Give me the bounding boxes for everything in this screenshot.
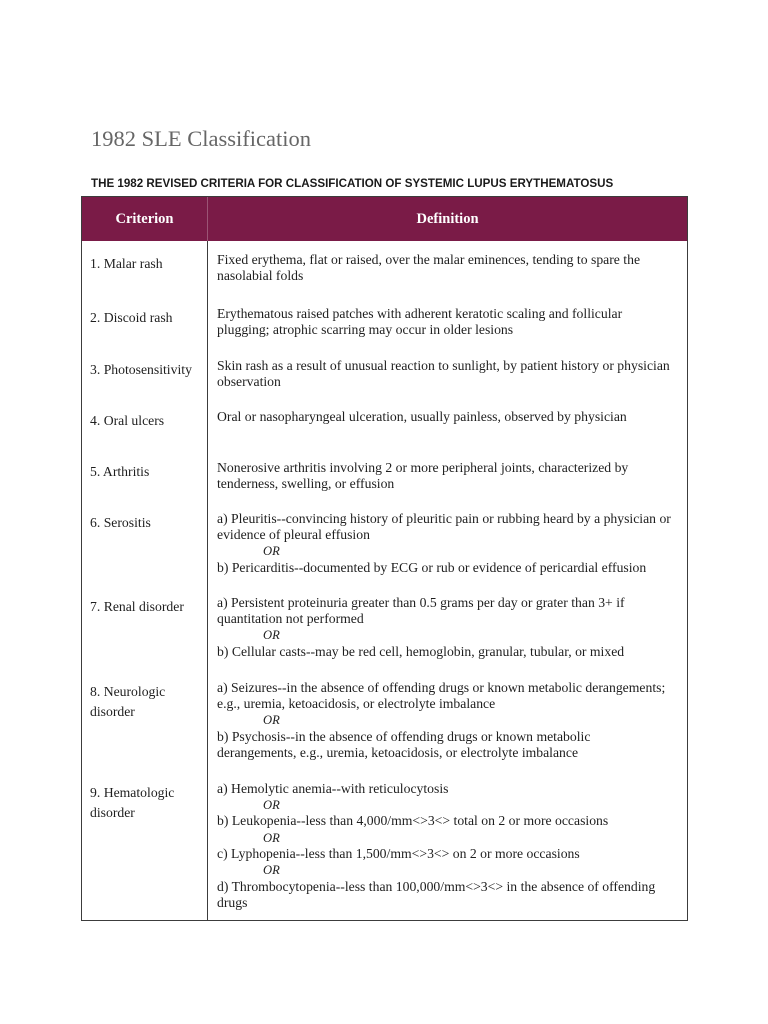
definition-line: a) Hemolytic anemia--with reticulocytosis <box>217 780 449 796</box>
table-row <box>82 770 687 920</box>
table-row <box>82 449 687 500</box>
definition-cell <box>208 770 687 920</box>
or-separator: OR <box>263 713 280 728</box>
definition-line: b) Pericarditis--documented by ECG or rub or evidence of pericardial effusion <box>217 559 647 575</box>
page-title: 1982 SLE Classification <box>91 126 311 151</box>
table-row <box>82 347 687 398</box>
criterion-cell: 7. Renal disorder <box>82 584 208 669</box>
definition-cell <box>208 449 687 500</box>
definition-line: e.g., uremia, ketoacidosis, or electrolyte imbalance <box>217 695 496 711</box>
table-row <box>82 398 687 449</box>
definition-line: b) Psychosis--in the absence of offending drugs or known metabolic <box>217 728 591 744</box>
table-row <box>82 500 687 584</box>
table-row <box>82 669 687 770</box>
definition-line: d) Thrombocytopenia--less than 100,000/mm<>3<> in the absence of offending <box>217 878 656 894</box>
definition-cell <box>208 398 687 449</box>
definition-cell <box>208 500 687 584</box>
or-separator: OR <box>263 544 280 559</box>
or-separator: OR <box>263 628 280 643</box>
definition-line: b) Leukopenia--less than 4,000/mm<>3<> total on 2 or more occasions <box>217 813 609 829</box>
definition-line: quantitation not performed <box>217 610 364 626</box>
table-row <box>82 584 687 669</box>
definition-line: tenderness, swelling, or effusion <box>217 475 395 491</box>
definition-cell <box>208 584 687 669</box>
definition-line: drugs <box>217 895 248 911</box>
criterion-cell: 3. Photosensitivity <box>82 347 208 398</box>
table-row <box>82 241 687 295</box>
definition-line: plugging; atrophic scarring may occur in older lesions <box>217 321 514 337</box>
table-caption: THE 1982 REVISED CRITERIA FOR CLASSIFICATION OF SYSTEMIC LUPUS ERYTHEMATOSUS <box>91 177 614 190</box>
header-definition: Definition <box>416 210 479 227</box>
definition-line: a) Persistent proteinuria greater than 0.5 grams per day or grater than 3+ if <box>217 594 625 610</box>
or-separator: OR <box>263 830 280 845</box>
criterion-cell: 2. Discoid rash <box>82 295 208 347</box>
definition-line: b) Cellular casts--may be red cell, hemoglobin, granular, tubular, or mixed <box>217 643 625 659</box>
definition-line: Fixed erythema, flat or raised, over the malar eminences, tending to spare the <box>217 251 641 267</box>
table-header <box>82 197 687 241</box>
definition-line: derangements, e.g., uremia, ketoacidosis, or electrolyte imbalance <box>217 745 579 761</box>
criteria-table <box>81 196 688 921</box>
definition-line: nasolabial folds <box>217 267 304 283</box>
criterion-cell: 6. Serositis <box>82 500 208 584</box>
definition-line: Erythematous raised patches with adherent keratotic scaling and follicular <box>217 305 623 321</box>
criterion-cell: 1. Malar rash <box>82 241 208 295</box>
definition-cell <box>208 241 687 295</box>
definition-cell <box>208 295 687 347</box>
definition-line: Nonerosive arthritis involving 2 or more peripheral joints, characterized by <box>217 459 629 475</box>
criterion-cell: 8. Neurologic disorder <box>82 669 208 770</box>
criterion-cell: 5. Arthritis <box>82 449 208 500</box>
header-criterion: Criterion <box>82 197 208 241</box>
definition-line: evidence of pleural effusion <box>217 526 370 542</box>
definition-cell <box>208 669 687 770</box>
criterion-cell: 9. Hematologic disorder <box>82 770 208 920</box>
definition-line: a) Seizures--in the absence of offending drugs or known metabolic derangements; <box>217 679 666 695</box>
definition-line: observation <box>217 373 281 389</box>
definition-line: c) Lyphopenia--less than 1,500/mm<>3<> on 2 or more occasions <box>217 846 580 862</box>
criterion-cell: 4. Oral ulcers <box>82 398 208 449</box>
or-separator: OR <box>263 797 280 812</box>
definition-cell <box>208 347 687 398</box>
definition-line: Oral or nasopharyngeal ulceration, usually painless, observed by physician <box>217 408 627 424</box>
definition-line: a) Pleuritis--convincing history of pleuritic pain or rubbing heard by a physician or <box>217 510 671 526</box>
definition-line: Skin rash as a result of unusual reaction to sunlight, by patient history or physician <box>217 357 670 373</box>
or-separator: OR <box>263 863 280 878</box>
table-row <box>82 295 687 347</box>
